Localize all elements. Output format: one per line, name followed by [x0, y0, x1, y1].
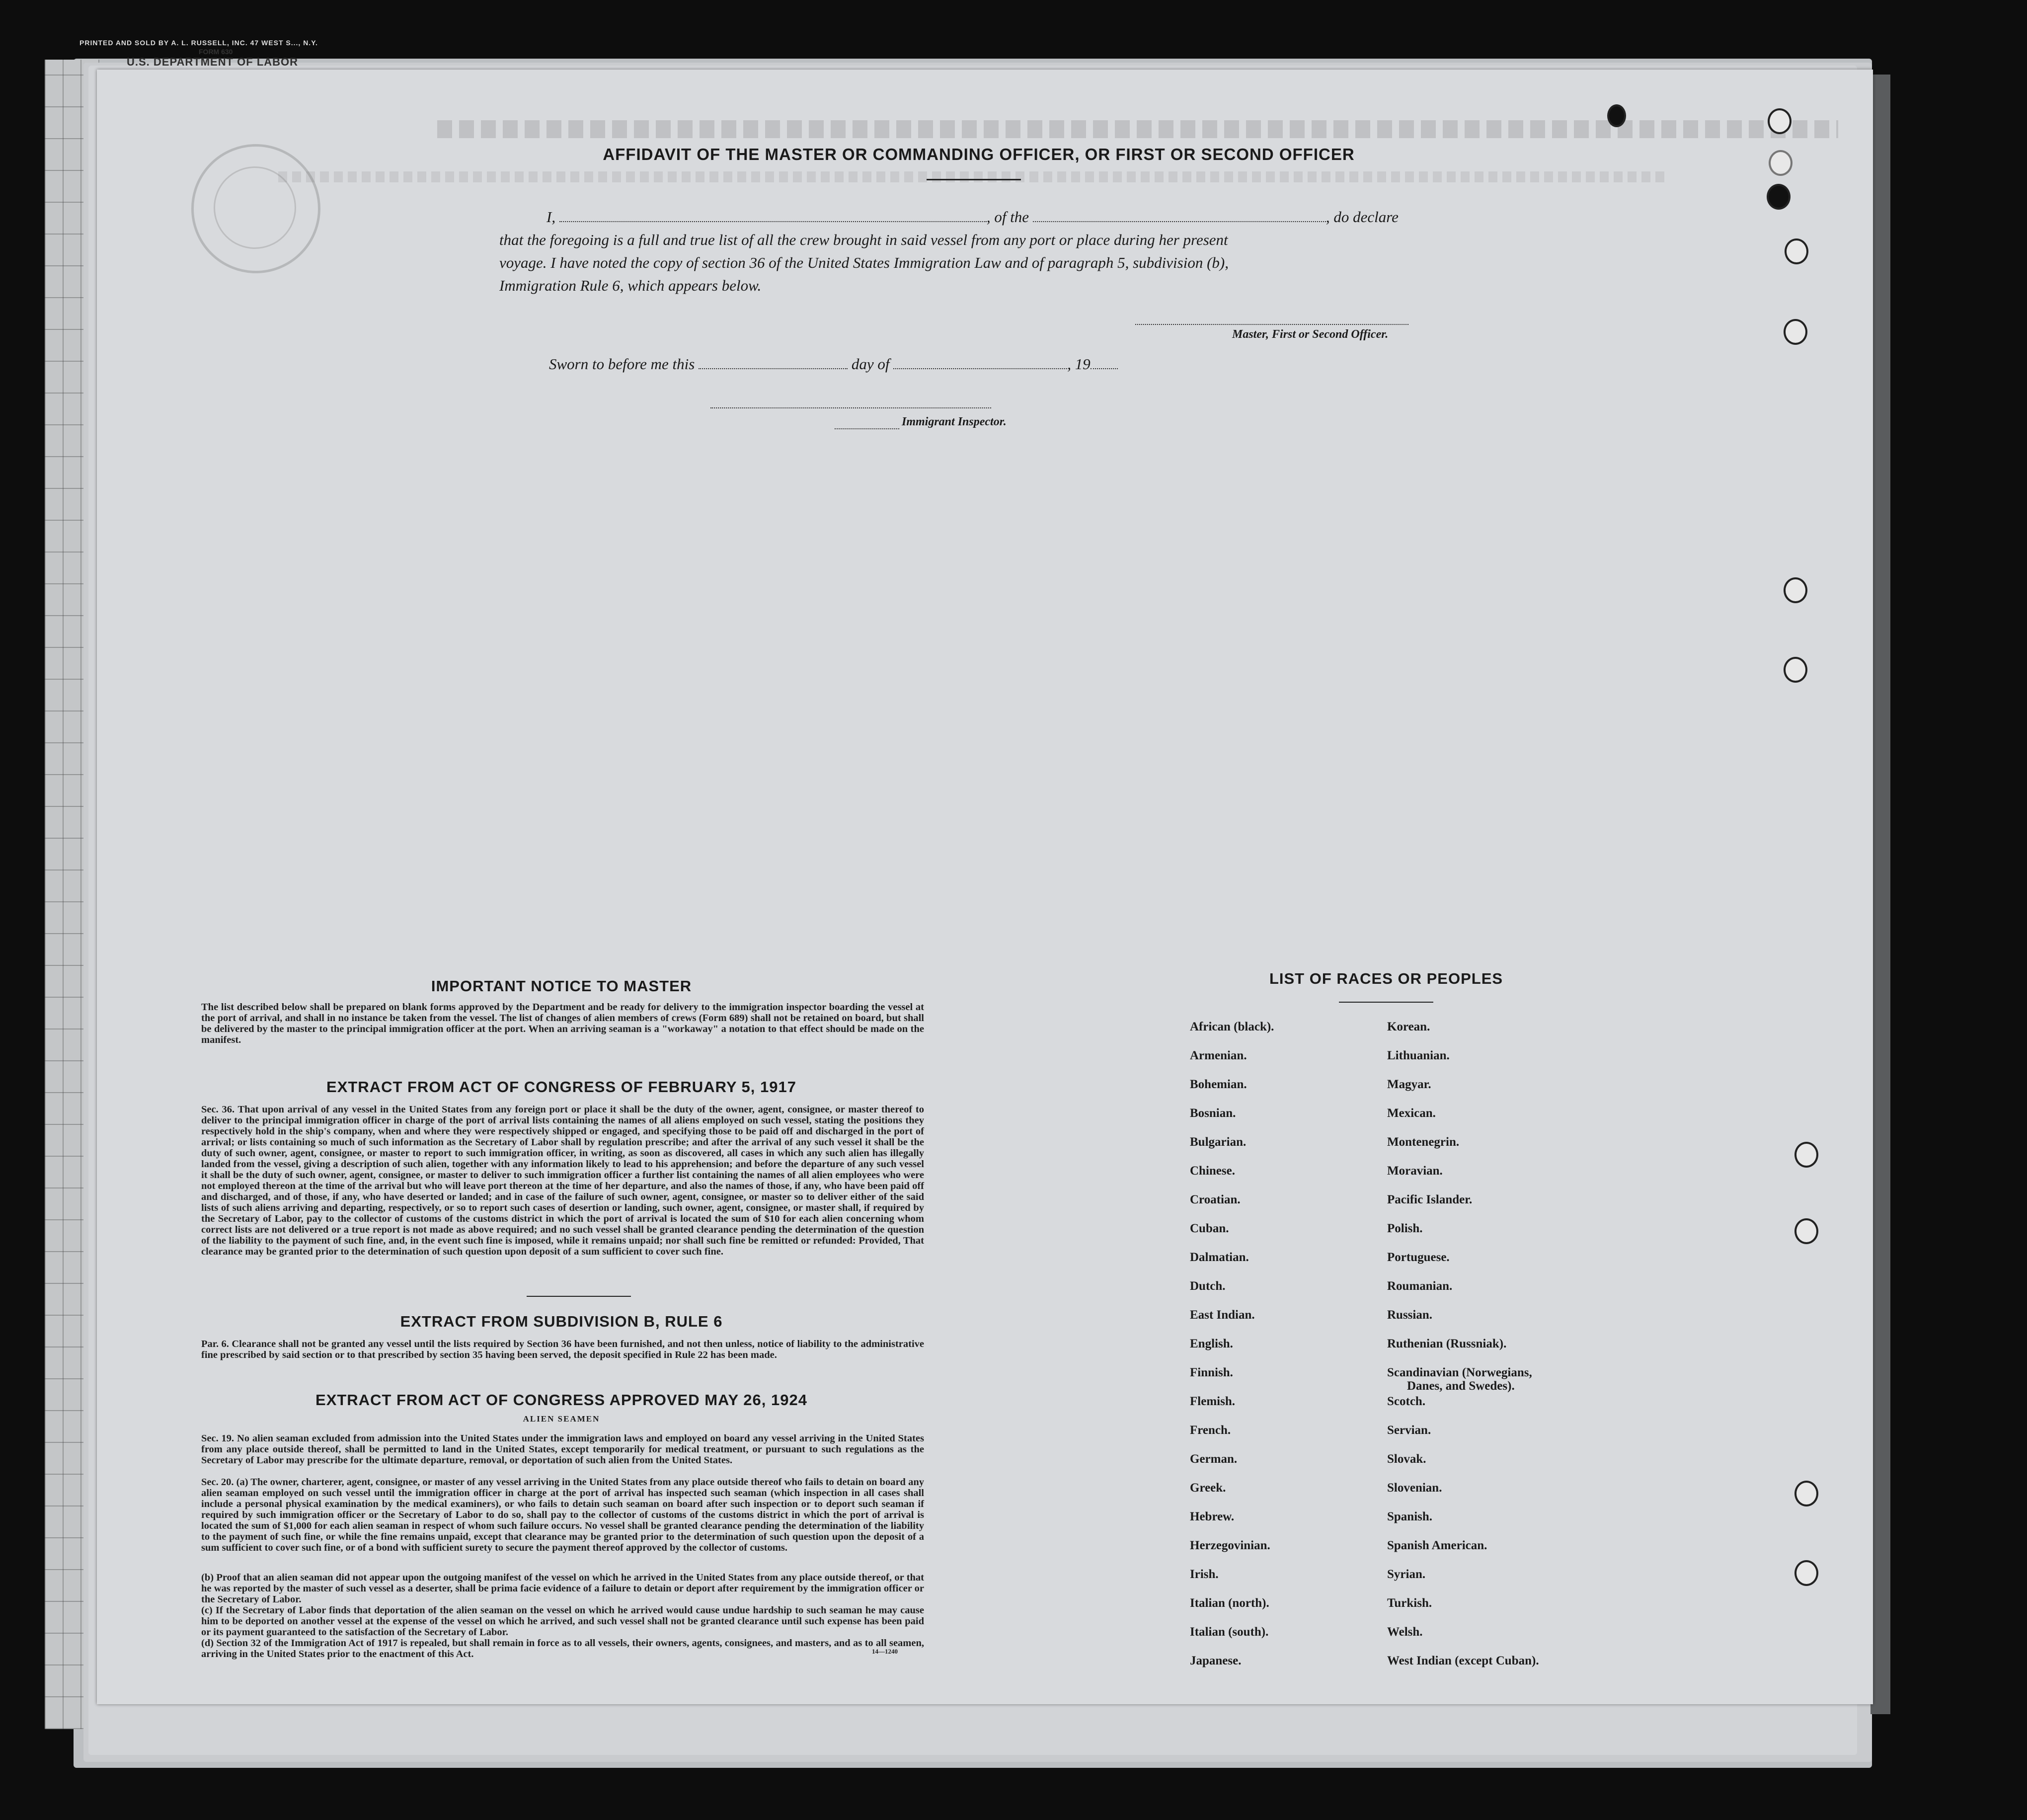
race-item: Dalmatian.	[1190, 1251, 1249, 1264]
vessel-blank	[1033, 208, 1326, 222]
race-item: Bulgarian.	[1190, 1135, 1247, 1149]
race-item: Italian (south).	[1190, 1625, 1269, 1639]
race-item: Mexican.	[1387, 1107, 1436, 1120]
binder-hole-icon	[1784, 319, 1807, 345]
sworn-prefix: Sworn to before me this	[549, 355, 695, 373]
binder-hole-icon	[1794, 1560, 1818, 1586]
inspector-signature-line	[710, 406, 991, 408]
binder-hole-icon	[1784, 657, 1807, 683]
race-item: Portuguese.	[1387, 1251, 1450, 1264]
binder-hole-icon	[1784, 577, 1807, 603]
race-item: Scandinavian (Norwegians,	[1387, 1366, 1532, 1379]
race-item: Hebrew.	[1190, 1510, 1235, 1523]
sworn-day-of: day of	[851, 355, 890, 373]
bleed-through-title	[437, 120, 1838, 138]
binder-hole-icon	[1769, 150, 1793, 176]
race-item: Japanese.	[1190, 1654, 1242, 1667]
print-code: 14—1240	[872, 1648, 898, 1655]
race-item: Magyar.	[1387, 1078, 1431, 1091]
race-item: Servian.	[1387, 1424, 1431, 1437]
binder-hole-icon	[1785, 238, 1808, 264]
printer-credit: PRINTED AND SOLD BY A. L. RUSSELL, INC. 47 WEST S..., N.Y.	[79, 39, 318, 47]
race-item: Greek.	[1190, 1481, 1226, 1495]
extract-1924-sec20d: (d) Section 32 of the Immigration Act of 1917 is repealed, but shall remain in force as to all vessels, their owners, agents, consignees, and masters, and as to all seamen, arriving in the United States prior to the enactment of this Act.	[201, 1638, 924, 1660]
affidavit-line-1	[546, 207, 1399, 228]
extract-1924-sec20c: (c) If the Secretary of Labor finds that deportation of the alien seaman on the vessel on which he arrived would cause undue hardship to such seaman he may cause him to be deported on another vessel at the expense of the vessel on which he arrived, and such vessel shall not be granted clearance until such expense has been paid or its payment guaranteed to the satisfaction of the Secretary of Labor.	[201, 1605, 924, 1638]
extract-1924-sec19: Sec. 19. No alien seaman excluded from admission into the United States under the immigration laws and employed on board any vessel arriving in the United States from any place outside thereof, shall be permitted to land in the United States, except temporarily for medical treatment, or pursuant to such regulations as the Secretary of Labor may prescribe for the ultimate departure, removal, or deportation of such alien from the United States.	[201, 1433, 924, 1466]
affidavit-declare: , do declare	[1325, 208, 1399, 226]
race-item: Herzegovinian.	[1190, 1539, 1270, 1552]
races-title: LIST OF RACES OR PEOPLES	[1269, 970, 1503, 987]
race-item: English.	[1190, 1337, 1233, 1350]
extract-1924-sec20b: (b) Proof that an alien seaman did not appear upon the outgoing manifest of the vessel on which he arrived in the United States from any place outside thereof, or that he was reported by the master of such vessel as a deserter, shall be prima facie evidence of a failure to detain or deport after requirement by the immigration officer or the Secretary of Labor.	[201, 1572, 924, 1605]
inspector-short-line	[835, 427, 899, 429]
affidavit-title-rule	[927, 179, 1021, 180]
binder-hole-icon	[1794, 1142, 1818, 1168]
race-item: Syrian.	[1387, 1568, 1426, 1581]
race-item: Lithuanian.	[1387, 1049, 1450, 1062]
race-item: West Indian (except Cuban).	[1387, 1654, 1539, 1667]
affidavit-i: I,	[546, 208, 556, 226]
binder-hole-icon	[1767, 184, 1791, 210]
races-title-rule	[1339, 1002, 1433, 1003]
race-item: Finnish.	[1190, 1366, 1233, 1379]
race-item: Armenian.	[1190, 1049, 1247, 1062]
extract-1924-subtitle: ALIEN SEAMEN	[523, 1414, 600, 1424]
sworn-month-blank	[893, 355, 1067, 369]
race-item-continuation: Danes, and Swedes).	[1407, 1379, 1515, 1393]
extract-1924-title: EXTRACT FROM ACT OF CONGRESS APPROVED MAY 26, 1924	[315, 1391, 807, 1409]
race-item: Roumanian.	[1387, 1279, 1453, 1293]
faded-seal-icon	[191, 144, 320, 273]
sworn-line	[549, 354, 1118, 375]
race-item: Welsh.	[1387, 1625, 1423, 1639]
affidavit-line-4: Immigration Rule 6, which appears below.	[499, 277, 762, 294]
race-item: Bohemian.	[1190, 1078, 1247, 1091]
race-item: Chinese.	[1190, 1164, 1235, 1178]
race-item: African (black).	[1190, 1020, 1274, 1033]
race-item: French.	[1190, 1424, 1231, 1437]
race-item: Ruthenian (Russniak).	[1387, 1337, 1507, 1350]
affidavit-line-2: that the foregoing is a full and true list of all the crew brought in said vessel from any port or place during her present	[499, 231, 1228, 248]
sworn-year-blank	[1091, 355, 1118, 369]
sworn-day-blank	[699, 355, 848, 369]
race-item: Flemish.	[1190, 1395, 1235, 1408]
extract-1917-body: Sec. 36. That upon arrival of any vessel in the United States from any foreign port or place it shall be the duty of the owner, agent, consignee, or master thereof to deliver to the principal immigration officer in charge of the port of arrival lists containing the names of all aliens employed on such vessel, stating the positions they respectively hold in the ship's company, when and where they were respectively shipped or engaged, and specifying those to be paid off and discharged in the port of arrival; or lists containing so much of such information as the Secretary of Labor shall by regulation prescribe; and after the arrival of any such vessel it shall be the duty of such owner, agent, consignee, or master to report to such immigration officer, in writing, as soon as discovered, all cases in which any such alien has illegally landed from the vessel, giving a description of such alien, together with any information likely to lead to his apprehension; and before the departure of any such vessel it shall be the duty of such owner, agent, consignee, or master to deliver to such immigration officer a further list containing the names of all alien employees who were not employed thereon at the time of the arrival but who will leave port thereon at the time of her departure, and also the names of those, if any, who have been paid off and discharged, and of those, if any, who have deserted or landed; and in case of the failure of such owner, agent, consignee, or master so to deliver either of the said lists of such aliens arriving and departing, respectively, or so to report such cases of desertion or landing, such owner, agent, consignee, or master shall, if required by the Secretary of Labor, pay to the collector of customs of the customs district in which the port of arrival is located the sum of $10 for each alien concerning whom correct lists are not delivered or a true report is not made as above required; and no such vessel shall be granted clearance pending the determination of the question of the liability to the payment of such fine, and, in the event such fine is imposed, while it remains unpaid; nor shall such fine be remitted or refunded: Provided, That clearance may be granted prior to the determination of such question upon deposit of a sum sufficient to cover such fine.	[201, 1104, 924, 1257]
extract-1917-title: EXTRACT FROM ACT OF CONGRESS OF FEBRUARY 5, 1917	[326, 1078, 796, 1096]
master-signature-label: Master, First or Second Officer.	[1232, 328, 1389, 341]
affidavit-line-3: voyage. I have noted the copy of section 36 of the United States Immigration Law and of paragraph 5, subdivision (b),	[499, 254, 1229, 271]
race-item: Montenegrin.	[1387, 1135, 1460, 1149]
affidavit-of-the: , of the	[986, 208, 1029, 226]
race-item: Korean.	[1387, 1020, 1430, 1033]
sworn-year: , 19	[1067, 355, 1091, 373]
inspector-label: Immigrant Inspector.	[902, 415, 1007, 428]
binder-hole-icon	[1794, 1218, 1818, 1244]
race-item: German.	[1190, 1452, 1238, 1466]
master-signature-line	[1135, 323, 1408, 325]
race-item: Spanish American.	[1387, 1539, 1487, 1552]
paper-right-shadow	[1871, 75, 1890, 1714]
race-item: Cuban.	[1190, 1222, 1229, 1235]
race-item: Dutch.	[1190, 1279, 1226, 1293]
bleed-through-subtitle	[278, 171, 1669, 182]
race-item: Moravian.	[1387, 1164, 1443, 1178]
notice-title: IMPORTANT NOTICE TO MASTER	[431, 977, 692, 995]
extract-1917-rule	[527, 1296, 631, 1297]
race-item: Bosnian.	[1190, 1107, 1236, 1120]
extract-rule6-title: EXTRACT FROM SUBDIVISION B, RULE 6	[400, 1313, 723, 1330]
extract-rule6-body: Par. 6. Clearance shall not be granted any vessel until the lists required by Section 36 have been furnished, and not then unless, notice of liability to the administrative fine prescribed by said section or to that prescribed by section 35 having been served, the deposit specified in Rule 22 has been made.	[201, 1339, 924, 1360]
race-item: Turkish.	[1387, 1596, 1432, 1610]
race-item: Slovak.	[1387, 1452, 1426, 1466]
race-item: Scotch.	[1387, 1395, 1426, 1408]
binder-hole-icon	[1607, 104, 1626, 127]
form-number: FORM 630	[199, 48, 233, 56]
race-item: Polish.	[1387, 1222, 1423, 1235]
races-left-column	[1190, 1020, 1274, 1682]
races-right-column	[1387, 1020, 1539, 1682]
race-item: Italian (north).	[1190, 1596, 1269, 1610]
binder-hole-icon	[1794, 1481, 1818, 1506]
race-item: Croatian.	[1190, 1193, 1241, 1206]
race-item: Slovenian.	[1387, 1481, 1442, 1495]
extract-1924-sec20a: Sec. 20. (a) The owner, charterer, agent, consignee, or master of any vessel arriving in the United States from any place outside thereof who fails to detain on board any alien seaman employed on such vessel until the immigration officer in charge at the port of arrival has inspected such seaman (which inspection in all cases shall include a personal physical examination by the medical examiners), or who fails to detain such seaman on board after such inspection or to deport such seaman if required by such immigration officer or the Secretary of Labor to do so, shall pay to the collector of customs of the customs district in which the port of arrival is located the sum of $1,000 for each alien seaman in respect of whom such failure occurs. No vessel shall be granted clearance pending the determination of the liability to the payment of such fine, or while the fine remains unpaid, except that clearance may be granted prior to the determination of such question upon the deposit of a sum sufficient to cover such fine, or of a bond with sufficient surety to secure the payment thereof approved by the collector of customs.	[201, 1477, 924, 1553]
affidavit-title: AFFIDAVIT OF THE MASTER OR COMMANDING OFFICER, OR FIRST OR SECOND OFFICER	[603, 145, 1355, 163]
race-item: Russian.	[1387, 1308, 1433, 1322]
race-item: Irish.	[1190, 1568, 1219, 1581]
race-item: Spanish.	[1387, 1510, 1433, 1523]
department-label: U.S. DEPARTMENT OF LABOR	[127, 56, 299, 68]
binder-hole-icon	[1768, 108, 1792, 134]
notice-body: The list described below shall be prepared on blank forms approved by the Department and be ready for delivery to the immigration inspector boarding the vessel at the port of arrival, and shall in no instance be taken from the vessel. The list of changes of alien members of crews (Form 689) shall not be retained on board, but shall be delivered by the master to the principal immigration officer at the port. When an arriving seaman is a "workaway" a notation to that effect should be made on the manifest.	[201, 1002, 924, 1045]
race-item: Pacific Islander.	[1387, 1193, 1473, 1206]
race-item: East Indian.	[1190, 1308, 1255, 1322]
name-blank	[559, 208, 987, 222]
